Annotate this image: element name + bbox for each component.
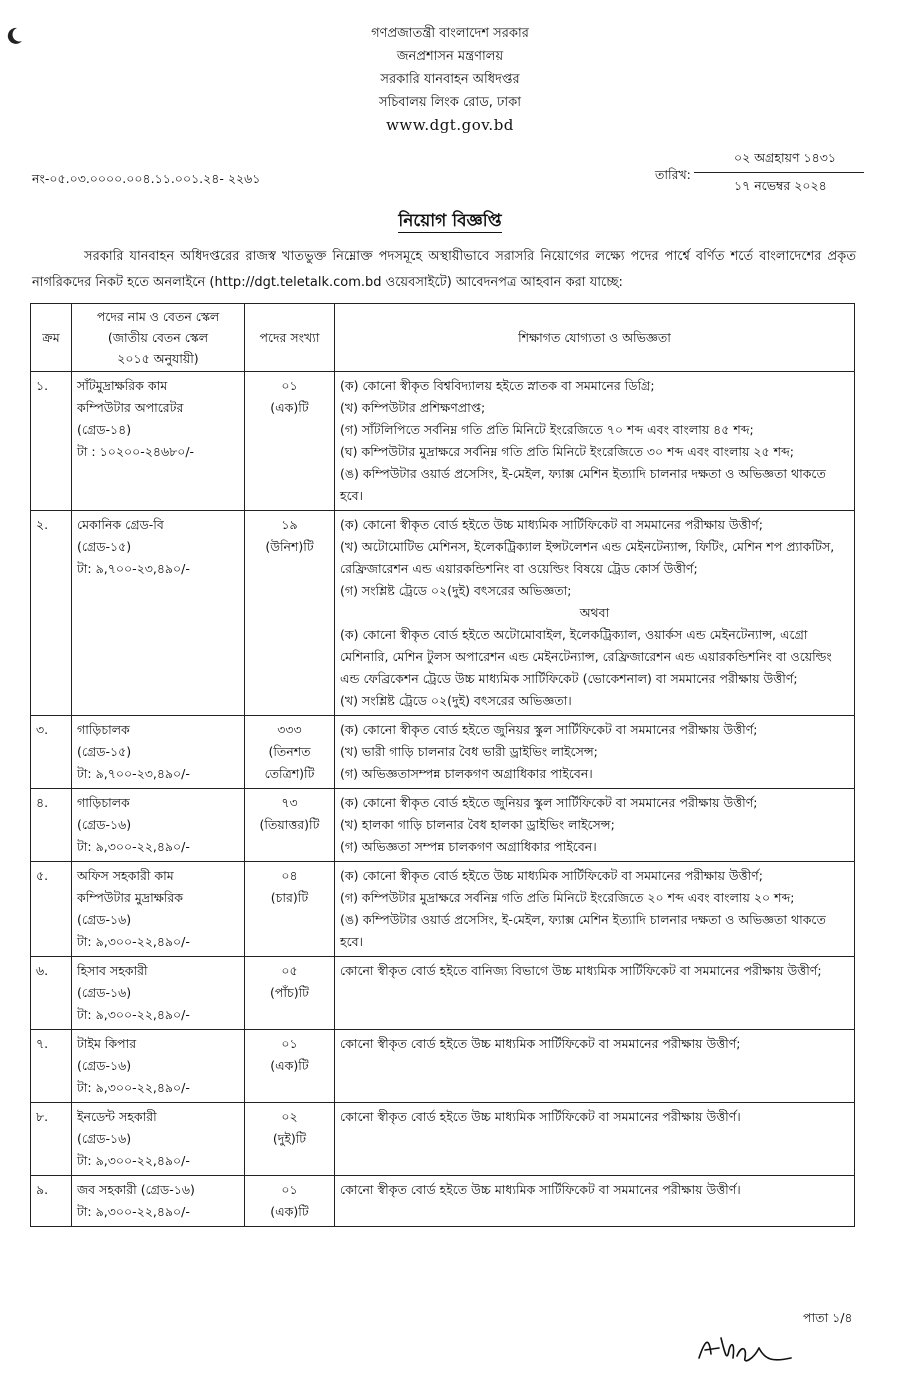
post-line: টা: ৯,৩০০-২২,৪৯০/- [77, 1204, 190, 1219]
date-label: তারিখ: [655, 167, 691, 182]
row-count [245, 789, 335, 862]
qualification-item: (খ) অটোমোটিভ মেশিনস, ইলেকট্রিক্যাল ইন্সটলেশন এন্ড মেইনটেন্যান্স, ফিটিং, মেশিন শপ প্র্যাকটিস, রেফ্রিজারেশন এন্ড এয়ারকন্ডিশনিং বা ওয়েল্ডিং বিষয়ে ট্রেড কোর্স উত্তীর্ণ; [340, 539, 835, 576]
count-line: ০১ [281, 1036, 298, 1051]
row-post [72, 1176, 245, 1227]
table-row [31, 957, 855, 1030]
date-bangla: ০২ অগ্রহায়ণ ১৪৩১ [694, 150, 864, 173]
header-serial: ক্রম [31, 304, 72, 372]
qualification-item: (গ) কম্পিউটার মুদ্রাক্ষরে সর্বনিম্ন গতি প্রতি মিনিটে ইংরেজিতে ২০ শব্দ এবং বাংলায় ২০ শব্দ; [340, 890, 795, 905]
count-line: (এক)টি [270, 400, 309, 415]
notice-title-text: নিয়োগ বিজ্ঞপ্তি [398, 211, 502, 231]
post-line: (গ্রেড-১৬) [77, 817, 132, 832]
row-count [245, 957, 335, 1030]
table-row [31, 1030, 855, 1103]
table-row [31, 1103, 855, 1176]
count-line: (তিয়াত্তর)টি [259, 817, 320, 832]
intro-paragraph: সরকারি যানবাহন অধিদপ্তরের রাজস্ব খাতভুক্ত নিম্নোক্ত পদসমূহে অস্থায়ীভাবে সরাসরি নিয়োগের লক্ষ্যে পদের পার্শ্বে বর্ণিত শর্তে বাংলাদেশের প্রকৃত নাগরিকদের নিকট হতে অনলাইনে (http://dgt.teletalk.com.bd ওয়েবসাইটে) আবেদনপত্র আহবান করা যাচ্ছে: [32, 249, 856, 290]
qualification-item: (ঙ) কম্পিউটার ওয়ার্ড প্রসেসিং, ই-মেইল, ফ্যাক্স মেশিন ইত্যাদি চালনার দক্ষতা ও অভিজ্ঞতা থাকতে হবে। [340, 912, 826, 949]
qualification-item: (ক) কোনো স্বীকৃত বোর্ড হইতে অটোমোবাইল, ইলেকট্রিক্যাল, ওয়ার্কস এন্ড মেইনটেন্যান্স, এগ্রো মেশিনারি, মেশিন টুলস অপারেশন এন্ড মেইনটেন্যান্স, রেফ্রিজারেশন এন্ড এয়ারকন্ডিশনিং বা ওয়েল্ডিং এন্ড ফেব্রিকেশন ট্রেডে উচ্চ মাধ্যমিক সার্টিফিকেট (ভোকেশনাল) বা সমমানের পরীক্ষায় উত্তীর্ণ; [340, 627, 832, 686]
row-qualification [335, 1030, 855, 1103]
count-line: ০৫ [281, 963, 298, 978]
qualification-item: (খ) ভারী গাড়ি চালনার বৈধ ভারী ড্রাইভিং লাইসেন্স; [340, 744, 598, 759]
row-qualification [335, 862, 855, 957]
row-count [245, 372, 335, 511]
table-row [31, 862, 855, 957]
post-line: গাড়িচালক [77, 722, 130, 737]
row-serial: ২. [31, 511, 72, 716]
header-post-line: (জাতীয় বেতন স্কেল [107, 330, 209, 345]
government-name: গণপ্রজাতন্ত্রী বাংলাদেশ সরকার [371, 26, 529, 41]
post-line: ইনডেন্ট সহকারী [77, 1109, 157, 1124]
count-line: (দুই)টি [272, 1131, 307, 1146]
row-serial: ৫. [31, 862, 72, 957]
count-line: ০১ [281, 1182, 298, 1197]
row-post [72, 716, 245, 789]
qualification-item: (ক) কোনো স্বীকৃত বোর্ড হইতে জুনিয়র স্কুল সার্টিফিকেট বা সমমানের পরীক্ষায় উত্তীর্ণ; [340, 722, 758, 737]
qualification-item: (গ) অভিজ্ঞতা সম্পন্ন চালকগণ অগ্রাধিকার পাইবেন। [340, 839, 597, 854]
row-serial: ৩. [31, 716, 72, 789]
count-line: (এক)টি [270, 1058, 309, 1073]
vacancy-rows [31, 372, 855, 1227]
row-post [72, 1030, 245, 1103]
qualification-item: (খ) হালকা গাড়ি চালনার বৈধ হালকা ড্রাইভিং লাইসেন্স; [340, 817, 615, 832]
date-english: ১৭ নভেম্বর ২০২৪ [734, 178, 827, 193]
row-count [245, 862, 335, 957]
post-line: টা: ৯,৩০০-২২,৪৯০/- [77, 1153, 190, 1168]
row-qualification [335, 957, 855, 1030]
post-line: মেকানিক গ্রেড-বি [77, 517, 164, 532]
qualification-item: (ক) কোনো স্বীকৃত বোর্ড হইতে উচ্চ মাধ্যমিক সার্টিফিকেট বা সমমানের পরীক্ষায় উত্তীর্ণ; [340, 868, 763, 883]
page-number: পাতা ১/৪ [803, 1310, 853, 1325]
table-row [31, 716, 855, 789]
memo-number: নং-০৫.০৩.০০০০.০০৪.১১.০০১.২৪- ২২৬১ [32, 171, 261, 186]
qualification-item: কোনো স্বীকৃত বোর্ড হইতে উচ্চ মাধ্যমিক সার্টিফিকেট বা সমমানের পরীক্ষায় উত্তীর্ণ। [340, 1109, 741, 1124]
qualification-item: (ঙ) কম্পিউটার ওয়ার্ড প্রসেসিং, ই-মেইল, ফ্যাক্স মেশিন ইত্যাদি চালনার দক্ষতা ও অভিজ্ঞতা থাকতে হবে। [340, 466, 826, 503]
table-row [31, 789, 855, 862]
post-line: (গ্রেড-১৫) [77, 539, 132, 554]
count-line: ৩৩৩ [277, 722, 302, 737]
row-count [245, 1030, 335, 1103]
post-line: (গ্রেড-১৬) [77, 1131, 132, 1146]
header-post-line: পদের নাম ও বেতন স্কেল [96, 309, 220, 324]
row-post [72, 789, 245, 862]
row-count [245, 1176, 335, 1227]
post-line: কম্পিউটার মুদ্রাক্ষরিক [77, 890, 184, 905]
qualification-item: (ক) কোনো স্বীকৃত বোর্ড হইতে জুনিয়র স্কুল সার্টিফিকেট বা সমমানের পরীক্ষায় উত্তীর্ণ; [340, 795, 758, 810]
post-line: টা: ৯,৭০০-২৩,৪৯০/- [77, 766, 190, 781]
post-line: কম্পিউটার অপারেটর [77, 400, 184, 415]
row-count [245, 511, 335, 716]
table-row [31, 511, 855, 716]
website-link[interactable]: www.dgt.gov.bd [386, 116, 514, 134]
qualification-item: অথবা [579, 605, 610, 620]
row-serial: ৯. [31, 1176, 72, 1227]
post-line: টাইম কিপার [77, 1036, 137, 1051]
row-post [72, 957, 245, 1030]
post-line: (গ্রেড-১৬) [77, 1058, 132, 1073]
row-count [245, 1103, 335, 1176]
header-post [72, 304, 245, 372]
qualification-item: (ঘ) কম্পিউটার মুদ্রাক্ষরে সর্বনিম্ন গতি প্রতি মিনিটে ইংরেজিতে ৩০ শব্দ এবং বাংলায় ২৫ শব্দ; [340, 444, 794, 459]
row-qualification [335, 1176, 855, 1227]
qualification-item: (গ) অভিজ্ঞতাসম্পন্ন চালকগণ অগ্রাধিকার পাইবেন। [340, 766, 593, 781]
header-post-line: ২০১৫ অনুযায়ী) [117, 351, 199, 366]
header-qualification: শিক্ষাগত যোগ্যতা ও অভিজ্ঞতা [335, 304, 855, 372]
count-line: (এক)টি [270, 1204, 309, 1219]
row-qualification [335, 1103, 855, 1176]
qualification-item: (গ) সংশ্লিষ্ট ট্রেডে ০২(দুই) বৎসরের অভিজ্ঞতা; [340, 583, 572, 598]
count-line: ০১ [281, 378, 298, 393]
date-block [694, 150, 864, 198]
count-line: ৭৩ [281, 795, 298, 810]
row-serial: ৮. [31, 1103, 72, 1176]
signature-image [695, 1328, 795, 1368]
qualification-item: কোনো স্বীকৃত বোর্ড হইতে উচ্চ মাধ্যমিক সার্টিফিকেট বা সমমানের পরীক্ষায় উত্তীর্ণ। [340, 1182, 741, 1197]
vacancy-table [30, 303, 855, 1227]
count-line: (চার)টি [270, 890, 309, 905]
post-line: টা: ৯,৩০০-২২,৪৯০/- [77, 1080, 190, 1095]
count-line: ০২ [281, 1109, 298, 1124]
count-line: তেত্রিশ)টি [264, 766, 315, 781]
post-line: (গ্রেড-১৪) [77, 422, 132, 437]
row-post [72, 1103, 245, 1176]
post-line: টা: ৯,৩০০-২২,৪৯০/- [77, 839, 190, 854]
row-serial: ১. [31, 372, 72, 511]
header-count: পদের সংখ্যা [245, 304, 335, 372]
post-line: টা: ৯,৩০০-২২,৪৯০/- [77, 934, 190, 949]
row-post [72, 372, 245, 511]
department-name: সরকারি যানবাহন অধিদপ্তর [380, 72, 520, 87]
qualification-item: (খ) কম্পিউটার প্রশিক্ষণপ্রাপ্ত; [340, 400, 486, 415]
row-serial: ৪. [31, 789, 72, 862]
row-qualification [335, 372, 855, 511]
qualification-item: (ক) কোনো স্বীকৃত বোর্ড হইতে উচ্চ মাধ্যমিক সার্টিফিকেট বা সমমানের পরীক্ষায় উত্তীর্ণ; [340, 517, 763, 532]
post-line: অফিস সহকারী কাম [77, 868, 174, 883]
qualification-item: (ক) কোনো স্বীকৃত বিশ্ববিদ্যালয় হইতে স্নাতক বা সমমানের ডিগ্রি; [340, 378, 655, 393]
table-row [31, 372, 855, 511]
table-row [31, 1176, 855, 1227]
office-address: সচিবালয় লিংক রোড, ঢাকা [378, 95, 522, 110]
count-line: (তিনশত [268, 744, 311, 759]
letterhead [0, 22, 900, 137]
qualification-item: (গ) সাঁটলিপিতে সর্বনিম্ন গতি প্রতি মিনিটে ইংরেজিতে ৭০ শব্দ এবং বাংলায় ৪৫ শব্দ; [340, 422, 754, 437]
row-serial: ৬. [31, 957, 72, 1030]
post-line: (গ্রেড-১৬) [77, 985, 132, 1000]
notice-title [0, 208, 900, 236]
count-line: (উনিশ)টি [265, 539, 314, 554]
row-serial: ৭. [31, 1030, 72, 1103]
post-line: গাড়িচালক [77, 795, 130, 810]
post-line: হিসাব সহকারী [77, 963, 148, 978]
count-line: ০৪ [281, 868, 298, 883]
qualification-item: (খ) সংশ্লিষ্ট ট্রেডে ০২(দুই) বৎসরের অভিজ্ঞতা। [340, 693, 572, 708]
post-line: টা : ১০২০০-২৪৬৮০/- [77, 444, 195, 459]
post-line: জব সহকারী (গ্রেড-১৬) [77, 1182, 195, 1197]
table-header-row [31, 304, 855, 372]
post-line: (গ্রেড-১৬) [77, 912, 132, 927]
post-line: (গ্রেড-১৫) [77, 744, 132, 759]
row-count [245, 716, 335, 789]
post-line: টা: ৯,৭০০-২৩,৪৯০/- [77, 561, 190, 576]
qualification-item: কোনো স্বীকৃত বোর্ড হইতে উচ্চ মাধ্যমিক সার্টিফিকেট বা সমমানের পরীক্ষায় উত্তীর্ণ; [340, 1036, 741, 1051]
qualification-item: কোনো স্বীকৃত বোর্ড হইতে বানিজ্য বিভাগে উচ্চ মাধ্যমিক সার্টিফিকেট বা সমমানের পরীক্ষায় উত্তীর্ণ; [340, 963, 822, 978]
row-post [72, 862, 245, 957]
row-qualification [335, 716, 855, 789]
ministry-name: জনপ্রশাসন মন্ত্রণালয় [396, 49, 504, 64]
post-line: টা: ৯,৩০০-২২,৪৯০/- [77, 1007, 190, 1022]
post-line: সাঁটমুদ্রাক্ষরিক কাম [77, 378, 168, 393]
row-post [72, 511, 245, 716]
count-line: ১৯ [281, 517, 298, 532]
row-qualification [335, 511, 855, 716]
count-line: (পাঁচ)টি [270, 985, 309, 1000]
row-qualification [335, 789, 855, 862]
